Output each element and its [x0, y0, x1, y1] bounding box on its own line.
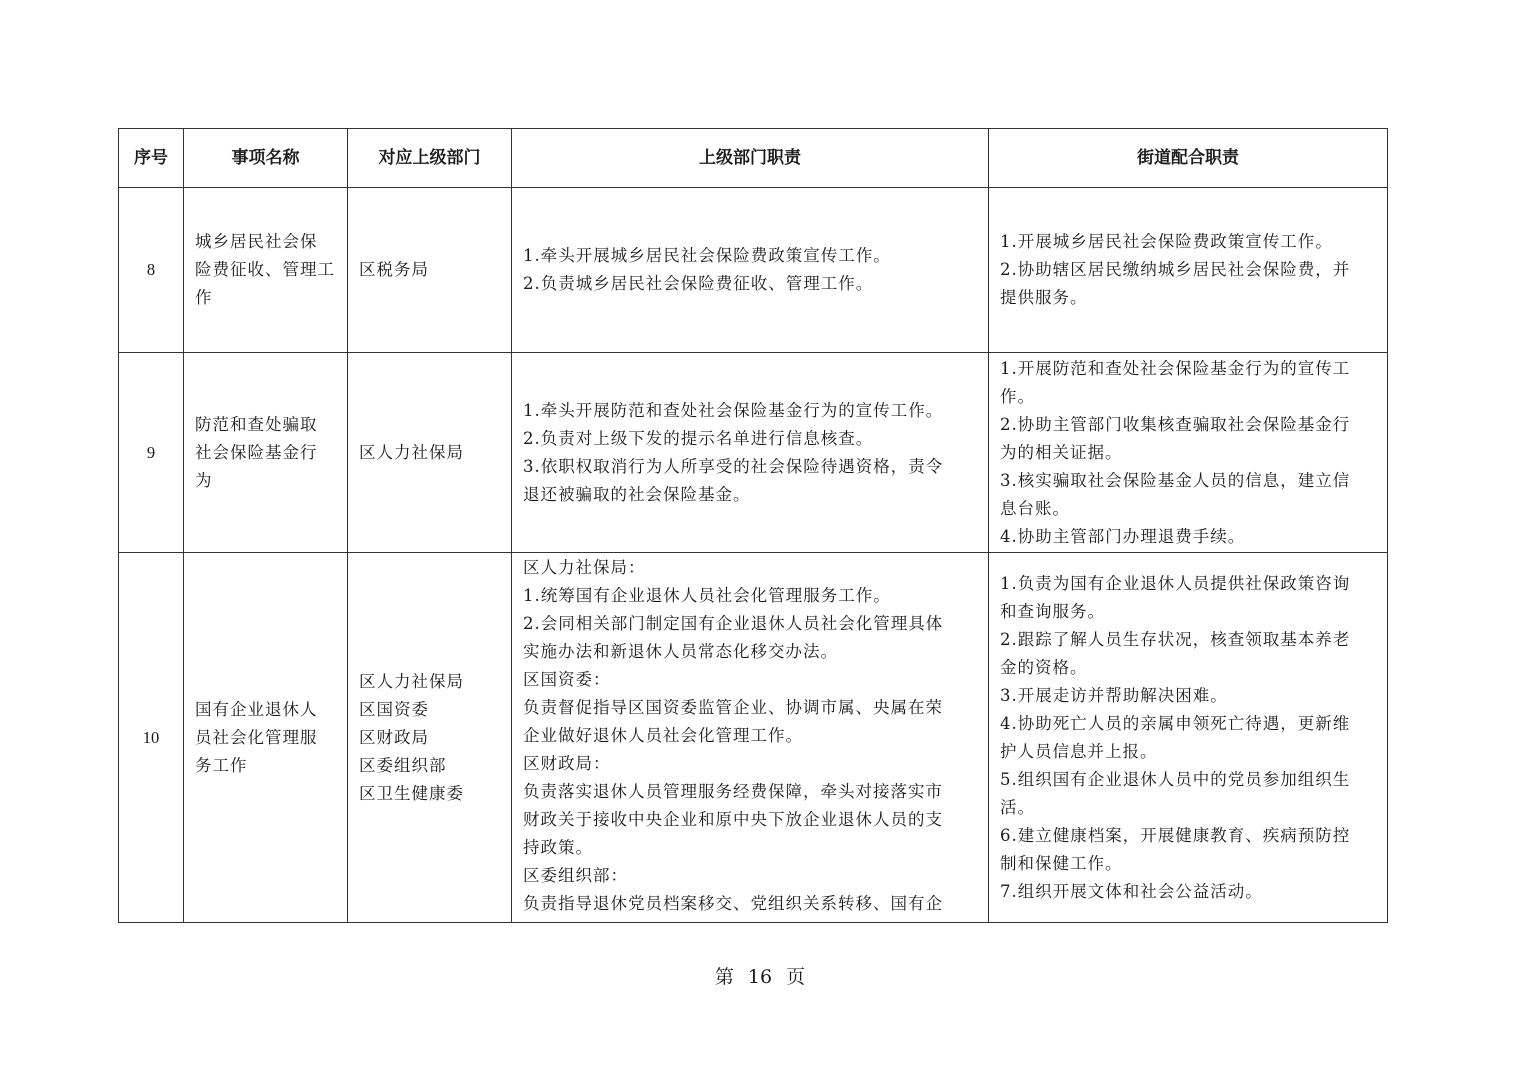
header-name: 事项名称 — [184, 129, 348, 188]
street-duty-line: 金的资格。 — [1000, 657, 1088, 677]
department-line: 区财政局 — [359, 727, 429, 747]
upper-duty-cell — [512, 353, 989, 553]
street-duty-line: 活。 — [1000, 797, 1035, 817]
table-header-row — [119, 129, 1388, 188]
item-name-cell — [184, 188, 348, 353]
department-cell — [348, 553, 512, 923]
department-line: 区人力社保局 — [359, 671, 464, 691]
item-name-line: 险费征收、管理工 — [195, 260, 335, 279]
upper-duty-line: 实施办法和新退休人员常态化移交办法。 — [523, 642, 838, 661]
item-name-line: 为 — [195, 470, 213, 490]
header-dept: 对应上级部门 — [348, 129, 512, 188]
table-row — [119, 188, 1388, 353]
street-duty-line: 4.协助死亡人员的亲属申领死亡待遇，更新维 — [1000, 713, 1351, 733]
upper-duty-line: 2.负责对上级下发的提示名单进行信息核查。 — [523, 428, 874, 448]
header-upper-duty: 上级部门职责 — [512, 129, 989, 188]
street-duty-line: 为的相关证据。 — [1000, 442, 1123, 462]
department-line: 区人力社保局 — [359, 442, 464, 462]
street-duty-cell — [989, 553, 1388, 923]
upper-duty-line: 区人力社保局： — [523, 558, 646, 577]
item-name-line: 务工作 — [195, 755, 248, 775]
row-number: 9 — [119, 353, 184, 553]
upper-duty-line: 负责落实退休人员管理服务经费保障，牵头对接落实市 — [523, 782, 943, 801]
street-duty-cell — [989, 188, 1388, 353]
street-duty-line: 3.核实骗取社会保险基金人员的信息，建立信 — [1000, 470, 1351, 490]
department-line: 区税务局 — [359, 260, 429, 279]
street-duty-line: 制和保健工作。 — [1000, 853, 1123, 873]
item-name-cell — [184, 353, 348, 553]
row-number: 10 — [119, 553, 184, 923]
department-line: 区委组织部 — [359, 755, 447, 775]
street-duty-line: 3.开展走访并帮助解决困难。 — [1000, 685, 1228, 705]
street-duty-line: 提供服务。 — [1000, 288, 1088, 307]
item-name-line: 员社会化管理服 — [195, 727, 318, 747]
upper-duty-cell — [512, 553, 989, 923]
street-duty-line: 1.负责为国有企业退休人员提供社保政策咨询 — [1000, 573, 1351, 593]
upper-duty-line: 负责指导退休党员档案移交、党组织关系转移、国有企 — [523, 894, 943, 913]
page-number-footer — [0, 962, 1520, 989]
street-duty-line: 4.协助主管部门办理退费手续。 — [1000, 526, 1246, 546]
upper-duty-line: 区委组织部： — [523, 866, 628, 885]
page-prefix: 第 — [714, 966, 734, 988]
department-cell — [348, 188, 512, 353]
street-duty-cell — [989, 353, 1388, 553]
row-number: 8 — [119, 188, 184, 353]
page-number: 16 — [747, 966, 773, 988]
upper-duty-line: 企业做好退休人员社会化管理工作。 — [523, 726, 803, 745]
upper-duty-line: 持政策。 — [523, 838, 593, 857]
duty-table — [118, 128, 1388, 923]
upper-duty-line: 财政关于接收中央企业和原中央下放企业退休人员的支 — [523, 810, 943, 829]
department-line: 区卫生健康委 — [359, 783, 464, 803]
department-cell — [348, 353, 512, 553]
upper-duty-line: 1.统筹国有企业退休人员社会化管理服务工作。 — [523, 586, 891, 605]
table-row — [119, 353, 1388, 553]
street-duty-line: 护人员信息并上报。 — [1000, 741, 1158, 761]
upper-duty-line: 3.依职权取消行为人所享受的社会保险待遇资格，责令 — [523, 456, 944, 476]
upper-duty-line: 1.牵头开展防范和查处社会保险基金行为的宣传工作。 — [523, 400, 944, 420]
street-duty-line: 和查询服务。 — [1000, 601, 1105, 621]
street-duty-line: 6.建立健康档案，开展健康教育、疾病预防控 — [1000, 825, 1351, 845]
street-duty-line: 2.协助主管部门收集核查骗取社会保险基金行 — [1000, 414, 1351, 434]
item-name-line: 国有企业退休人 — [195, 699, 318, 719]
upper-duty-line: 退还被骗取的社会保险基金。 — [523, 484, 751, 504]
upper-duty-line: 区国资委： — [523, 670, 611, 689]
street-duty-line: 1.开展城乡居民社会保险费政策宣传工作。 — [1000, 232, 1333, 251]
upper-duty-text-block — [523, 554, 980, 918]
item-name-line: 防范和查处骗取 — [195, 414, 318, 434]
item-name-line: 社会保险基金行 — [195, 442, 318, 462]
upper-duty-line: 2.负责城乡居民社会保险费征收、管理工作。 — [523, 274, 874, 293]
upper-duty-line: 区财政局： — [523, 754, 611, 773]
item-name-line: 作 — [195, 288, 213, 307]
item-name-line: 城乡居民社会保 — [195, 232, 318, 251]
upper-duty-line: 2.会同相关部门制定国有企业退休人员社会化管理具体 — [523, 614, 944, 633]
street-duty-line: 5.组织国有企业退休人员中的党员参加组织生 — [1000, 769, 1351, 789]
header-no: 序号 — [119, 129, 184, 188]
upper-duty-line: 1.牵头开展城乡居民社会保险费政策宣传工作。 — [523, 246, 891, 265]
street-duty-line: 1.开展防范和查处社会保险基金行为的宣传工 — [1000, 358, 1351, 378]
street-duty-line: 2.协助辖区居民缴纳城乡居民社会保险费，并 — [1000, 260, 1351, 279]
department-line: 区国资委 — [359, 699, 429, 719]
street-duty-line: 息台账。 — [1000, 498, 1070, 518]
street-duty-line: 7.组织开展文体和社会公益活动。 — [1000, 881, 1263, 901]
table-row — [119, 553, 1388, 923]
page-suffix: 页 — [786, 966, 806, 988]
street-duty-line: 作。 — [1000, 386, 1035, 406]
upper-duty-cell — [512, 188, 989, 353]
upper-duty-line: 负责督促指导区国资委监管企业、协调市属、央属在荣 — [523, 698, 943, 717]
item-name-cell — [184, 553, 348, 923]
street-duty-line: 2.跟踪了解人员生存状况，核查领取基本养老 — [1000, 629, 1351, 649]
header-street-duty: 街道配合职责 — [989, 129, 1388, 188]
